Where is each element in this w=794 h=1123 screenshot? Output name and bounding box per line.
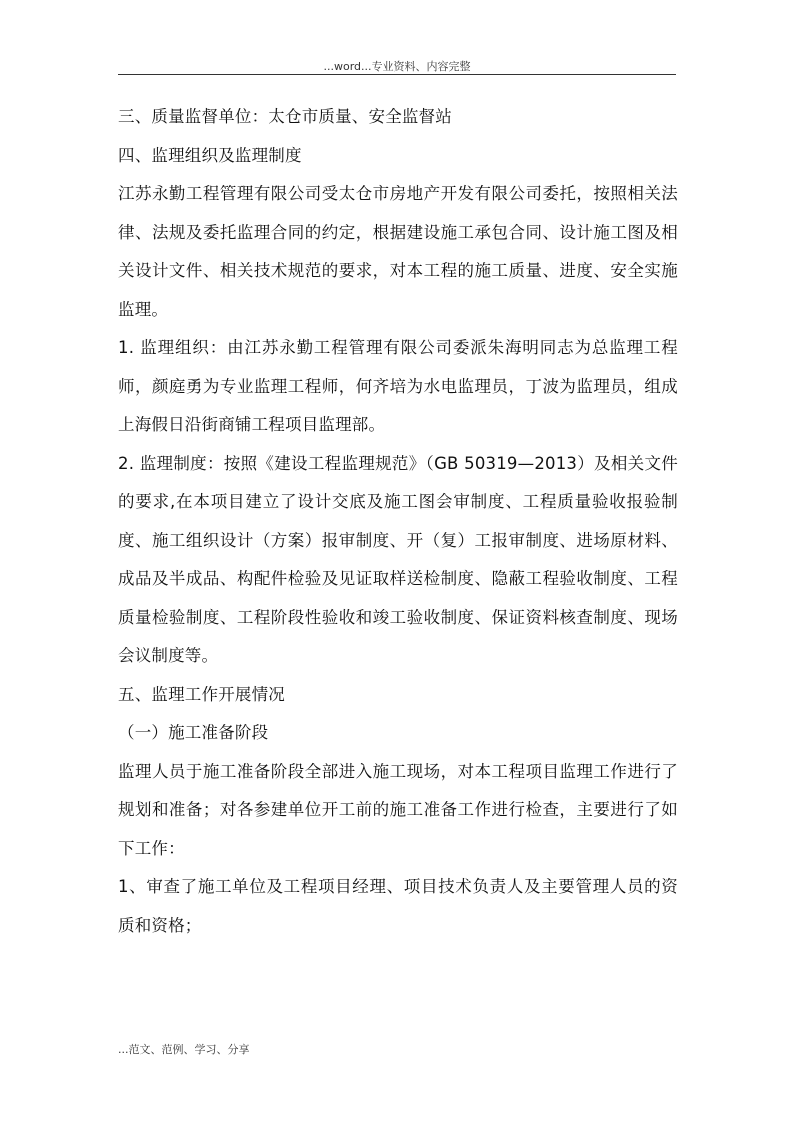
paragraph-entrustment: 江苏永勤工程管理有限公司受太仓市房地产开发有限公司委托，按照相关法律、法规及委托监理合同的约定，根据建设施工承包合同、设计施工图及相关设计文件、相关技术规范的要求，对本工程的施工质量、进度、安全实施监理。 (118, 184, 678, 319)
section-heading-work-progress: 五、监理工作开展情况 (118, 684, 285, 704)
page-footer: ...范文、范例、学习、分享 (118, 1043, 250, 1056)
paragraph-supervision-organization: 1. 监理组织：由江苏永勤工程管理有限公司委派朱海明同志为总监理工程师，颜庭勇为专业监理工程师，何齐培为水电监理员，丁波为监理员，组成上海假日沿街商铺工程项目监理部。 (118, 338, 678, 434)
header-divider (118, 74, 676, 75)
paragraph-supervision-system: 2. 监理制度：按照《建设工程监理规范》（GB 50319—2013）及相关文件的要求,在本项目建立了设计交底及施工图会审制度、工程质量验收报验制度、施工组织设计（方案）报审制度、开（复）工报审制度、进场原材料、成品及半成品、构配件检验及见证取样送检制度、隐蔽工程验收制度、工程质量检验制度、工程阶段性验收和竣工验收制度、保证资料核查制度、现场会议制度等。 (118, 453, 678, 665)
list-item-qualification-review: 1、审查了施工单位及工程项目经理、项目技术负责人及主要管理人员的资质和资格； (118, 877, 678, 935)
subsection-heading-preparation-stage: （一）施工准备阶段 (118, 723, 269, 742)
document-body (118, 98, 678, 945)
paragraph-preparation-work: 监理人员于施工准备阶段全部进入施工现场，对本工程项目监理工作进行了规划和准备；对各参建单位开工前的施工准备工作进行检查，主要进行了如下工作： (118, 761, 678, 858)
section-heading-quality-supervision: 三、质量监督单位：太仓市质量、安全监督站 (118, 107, 452, 126)
page-header: ...word...专业资料、内容完整 (323, 60, 471, 73)
section-heading-supervision-organization: 四、监理组织及监理制度 (118, 145, 302, 165)
